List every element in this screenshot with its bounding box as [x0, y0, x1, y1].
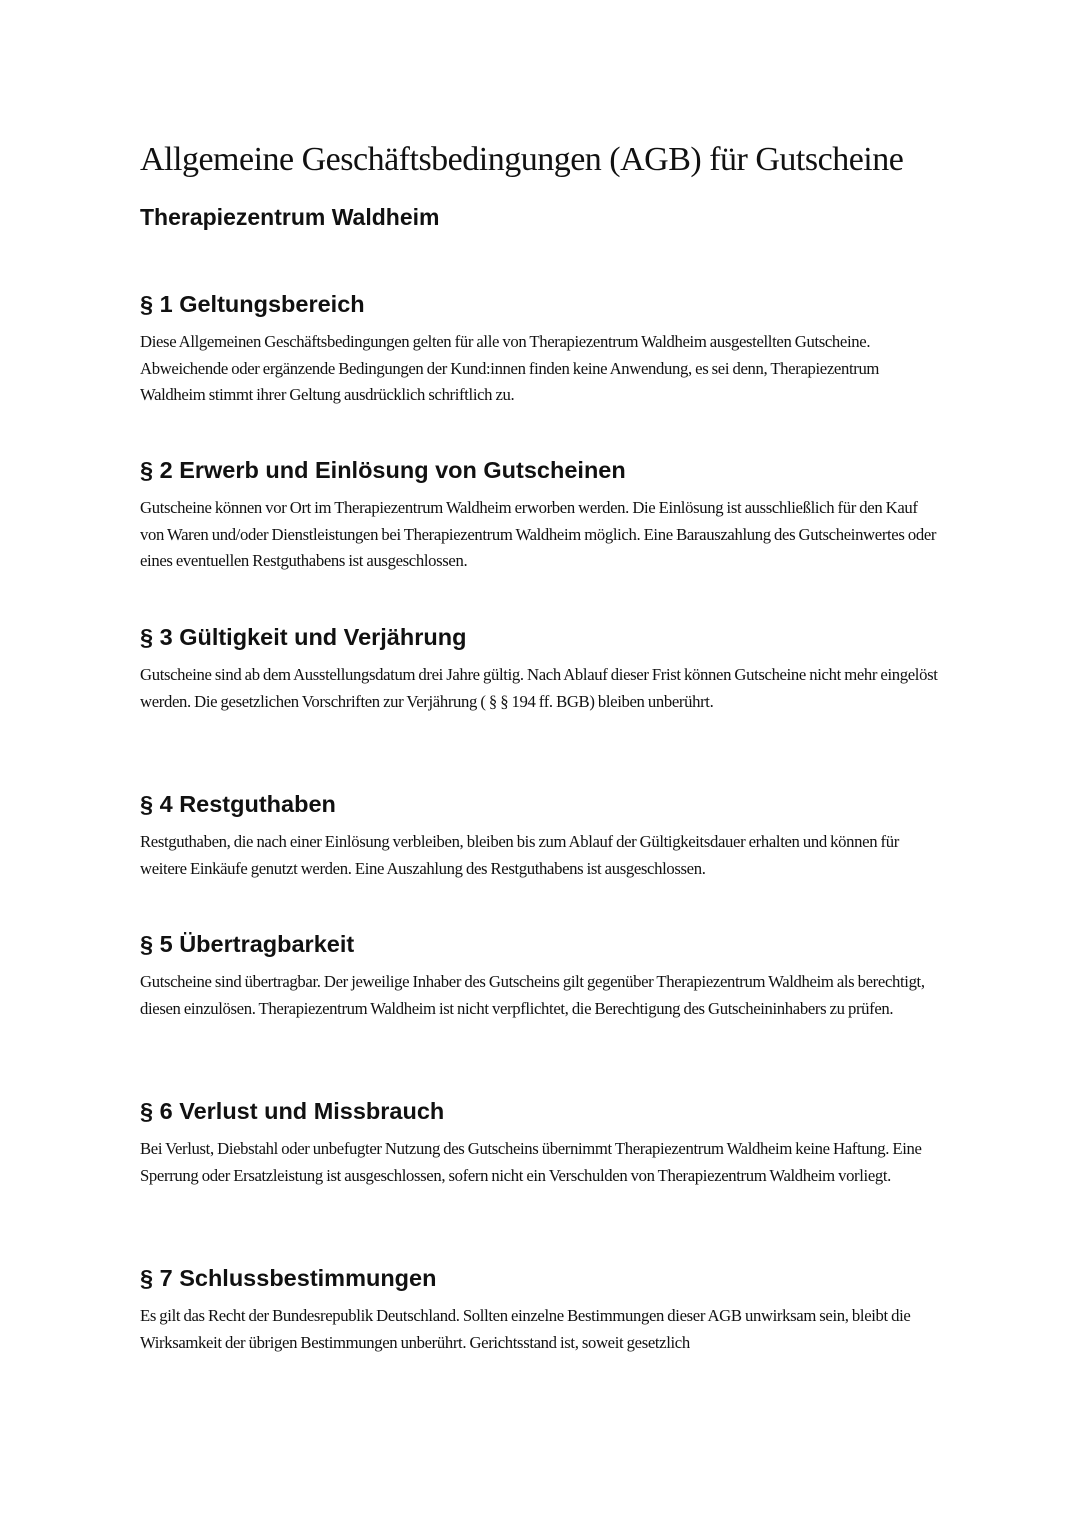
- section-gueltigkeit: [140, 620, 940, 715]
- section-heading: § 1 Geltungsbereich: [140, 291, 365, 317]
- section-uebertragbarkeit: [140, 927, 940, 1022]
- section-erwerb-einloesung: [140, 453, 940, 575]
- section-restguthaben: [140, 787, 940, 882]
- section-body: Gutscheine können vor Ort im Therapiezentrum Waldheim erworben werden. Die Einlösung ist ausschließlich für den Kauf von Waren und/oder Dienstleistungen bei Therapiezentrum Waldheim möglich. Eine Barauszahlung des Gutscheinwertes oder eines eventuellen Restguthabens ist ausgeschlossen.: [140, 498, 937, 571]
- section-geltungsbereich: [140, 287, 940, 409]
- section-body: Es gilt das Recht der Bundesrepublik Deutschland. Sollten einzelne Bestimmungen dieser AGB unwirksam sein, bleibt die Wirksamkeit der übrigen Bestimmungen unberührt. Gerichtsstand ist, soweit gesetzlich: [140, 1306, 911, 1352]
- section-body: Bei Verlust, Diebstahl oder unbefugter Nutzung des Gutscheins übernimmt Therapiezentrum Waldheim keine Haftung. Eine Sperrung oder Ersatzleistung ist ausgeschlossen, sofern nicht ein Verschulden von Therapiezentrum Waldheim vorliegt.: [140, 1139, 922, 1185]
- section-body: Gutscheine sind übertragbar. Der jeweilige Inhaber des Gutscheins gilt gegenüber Therapiezentrum Waldheim als berechtigt, diesen einzulösen. Therapiezentrum Waldheim ist nicht verpflichtet, die Berechtigung des Gutscheininhabers zu prüfen.: [140, 972, 925, 1018]
- section-heading: § 6 Verlust und Missbrauch: [140, 1098, 445, 1124]
- section-verlust-missbrauch: [140, 1094, 940, 1189]
- section-schlussbestimmungen: [140, 1261, 940, 1356]
- document-subtitle: Therapiezentrum Waldheim: [140, 204, 440, 230]
- section-heading: § 3 Gültigkeit und Verjährung: [140, 624, 467, 650]
- section-heading: § 5 Übertragbarkeit: [140, 931, 355, 957]
- document-title: Allgemeine Geschäftsbedingungen (AGB) für Gutscheine: [140, 141, 904, 178]
- section-heading: § 7 Schlussbestimmungen: [140, 1265, 437, 1291]
- section-body: Gutscheine sind ab dem Ausstellungsdatum drei Jahre gültig. Nach Ablauf dieser Frist können Gutscheine nicht mehr eingelöst werden. Die gesetzlichen Vorschriften zur Verjährung ( § § 194 ff. BGB) bleiben unberührt.: [140, 665, 938, 711]
- section-heading: § 2 Erwerb und Einlösung von Gutscheinen: [140, 457, 626, 483]
- section-body: Restguthaben, die nach einer Einlösung verbleiben, bleiben bis zum Ablauf der Gültigkeitsdauer erhalten und können für weitere Einkäufe genutzt werden. Eine Auszahlung des Restguthabens ist ausgeschlossen.: [140, 832, 899, 878]
- section-heading: § 4 Restguthaben: [140, 791, 336, 817]
- section-body: Diese Allgemeinen Geschäftsbedingungen gelten für alle von Therapiezentrum Waldheim ausgestellten Gutscheine. Abweichende oder ergänzende Bedingungen der Kund:innen finden keine Anwendung, es sei denn, Therapiezentrum Waldheim stimmt ihrer Geltung ausdrücklich schriftlich zu.: [140, 332, 880, 405]
